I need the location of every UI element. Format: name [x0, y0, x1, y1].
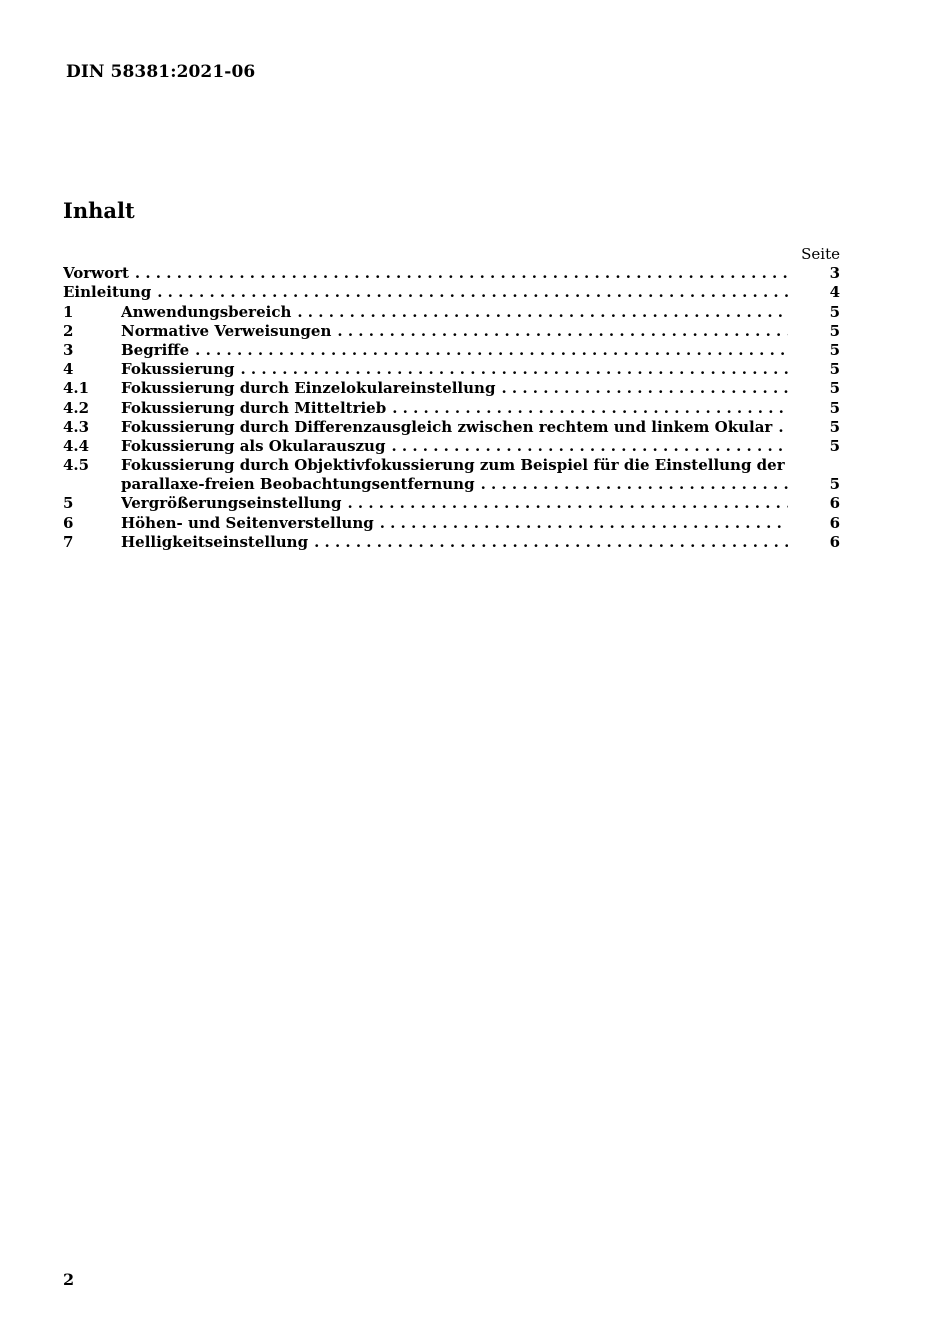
toc-entry-page: 5	[829, 436, 840, 455]
dot-leader	[297, 303, 788, 322]
toc-entry-page: 5	[829, 302, 840, 321]
dot-leader	[778, 418, 788, 437]
toc-entry-title: Anwendungsbereich	[121, 302, 292, 321]
toc-entry-title: Fokussierung	[121, 360, 235, 379]
toc-entry-7[interactable]	[63, 533, 840, 552]
toc-entry-4-2[interactable]	[63, 399, 840, 418]
toc-entry-page: 3	[829, 264, 840, 283]
toc-entry-title: Einleitung	[63, 283, 152, 302]
toc-entry-number: 4.5	[63, 456, 90, 475]
toc-entry-page: 5	[829, 398, 840, 417]
toc-entry-title: Höhen- und Seitenverstellung	[121, 513, 374, 532]
dot-leader	[481, 475, 788, 494]
toc-entry-number: 4.1	[63, 379, 90, 398]
toc-entry-title: Fokussierung durch Objektivfokussierung zum Beispiel für die Einstellung der	[121, 456, 785, 475]
dot-leader	[240, 360, 788, 379]
toc-entry-number: 6	[63, 513, 74, 532]
dot-leader	[337, 322, 788, 341]
toc-entry-title: Fokussierung durch Einzelokulareinstellung	[121, 379, 496, 398]
dot-leader	[501, 379, 788, 398]
toc-entry-2[interactable]	[63, 322, 840, 341]
dot-leader	[135, 264, 788, 283]
dot-leader	[157, 283, 788, 302]
toc-entry-number: 4.3	[63, 417, 90, 436]
toc-entry-number: 7	[63, 532, 74, 551]
toc-entry-4-4[interactable]	[63, 437, 840, 456]
toc-entry-number: 5	[63, 494, 74, 513]
toc-entry-title: Vorwort	[63, 264, 129, 283]
toc-title: Inhalt	[63, 198, 135, 223]
toc-entry-page: 5	[829, 360, 840, 379]
toc-entry-page: 4	[829, 283, 840, 302]
toc-entry-4[interactable]	[63, 360, 840, 379]
toc-entry-page: 6	[829, 513, 840, 532]
toc-entry-number: 3	[63, 340, 74, 359]
toc-entry-6[interactable]	[63, 514, 840, 533]
table-of-contents	[63, 245, 840, 552]
toc-entry-5[interactable]	[63, 494, 840, 513]
toc-entry-page: 5	[829, 340, 840, 359]
toc-entry-4-1[interactable]	[63, 379, 840, 398]
dot-leader	[195, 341, 788, 360]
page-number: 2	[63, 1270, 75, 1289]
toc-entry-title: Normative Verweisungen	[121, 321, 332, 340]
toc-entry-1[interactable]	[63, 303, 840, 322]
toc-entry-number: 4	[63, 360, 74, 379]
toc-entry-title: Fokussierung durch Mitteltrieb	[121, 398, 387, 417]
toc-entry-3[interactable]	[63, 341, 840, 360]
toc-entry-vorwort[interactable]	[63, 264, 840, 283]
toc-entry-page: 5	[829, 417, 840, 436]
toc-entry-page: 5	[829, 379, 840, 398]
toc-entry-einleitung[interactable]	[63, 283, 840, 302]
toc-entry-title: Fokussierung durch Differenzausgleich zwischen rechtem und linkem Okular	[121, 417, 773, 436]
document-id: DIN 58381:2021-06	[66, 62, 256, 82]
page-column-label: Seite	[801, 245, 840, 263]
toc-entry-4-5[interactable]	[63, 456, 840, 494]
toc-entry-title: Fokussierung als Okularauszug	[121, 436, 386, 455]
dot-leader	[392, 399, 788, 418]
toc-entry-number: 4.2	[63, 398, 90, 417]
toc-entry-number: 2	[63, 321, 74, 340]
dot-leader	[347, 494, 788, 513]
toc-entry-number: 1	[63, 302, 74, 321]
dot-leader	[391, 437, 788, 456]
toc-entry-page: 6	[829, 532, 840, 551]
toc-entry-page: 5	[829, 475, 840, 494]
dot-leader	[314, 533, 788, 552]
toc-entry-title: Vergrößerungseinstellung	[121, 494, 342, 513]
toc-entry-page: 6	[829, 494, 840, 513]
toc-entry-page: 5	[829, 321, 840, 340]
toc-entry-title-continued: parallaxe-freien Beobachtungsentfernung	[121, 475, 475, 494]
toc-entry-title: Helligkeitseinstellung	[121, 532, 309, 551]
toc-entry-4-3[interactable]	[63, 418, 840, 437]
toc-entry-number: 4.4	[63, 436, 90, 455]
dot-leader	[380, 514, 788, 533]
toc-entry-title: Begriffe	[121, 340, 190, 359]
